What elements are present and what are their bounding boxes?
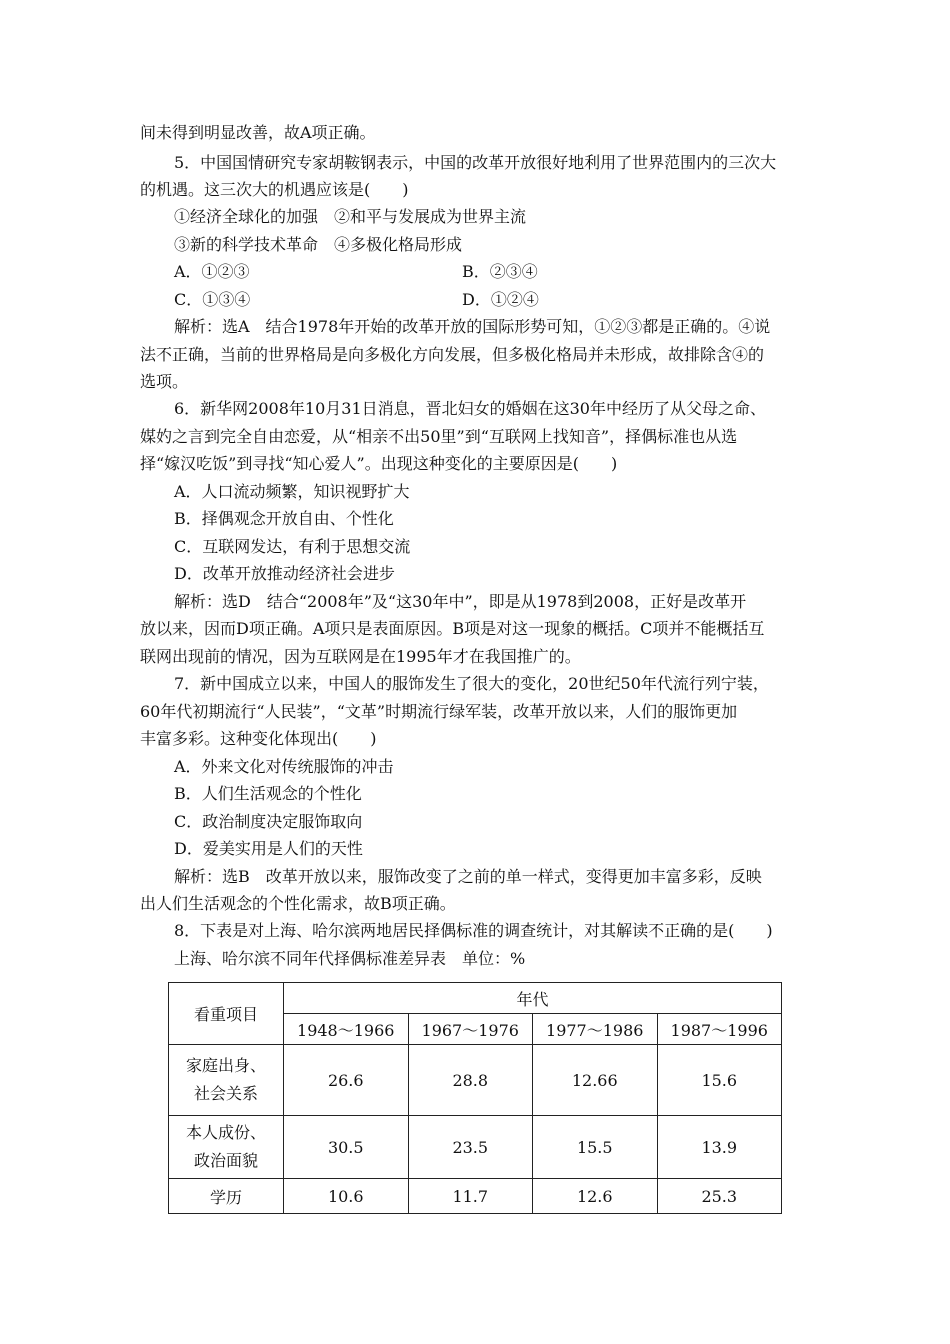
text-line: 法不正确，当前的世界格局是向多极化方向发展，但多极化格局并未形成，故排除含④的: [140, 345, 765, 364]
option-c: C．政治制度决定服饰取向: [174, 812, 363, 831]
table-cell: 12.6: [533, 1179, 658, 1214]
option-a: A．人口流动频繁，知识视野扩大: [174, 482, 410, 501]
row-label-line: 社会关系: [193, 1084, 258, 1103]
option-d: D．改革开放推动经济社会进步: [174, 564, 395, 583]
text-line: 的机遇。这三次大的机遇应该是( ): [140, 180, 409, 199]
statement-line: ①经济全球化的加强 ②和平与发展成为世界主流: [174, 207, 527, 226]
analysis-7: 解析：选B 改革开放以来，服饰改变了之前的单一样式，变得更加丰富多彩，反映: [174, 867, 762, 886]
option-a: A．外来文化对传统服饰的冲击: [174, 757, 394, 776]
row-label-line: 政治面貌: [193, 1151, 258, 1170]
table-cell: 15.6: [657, 1045, 782, 1116]
text-line: 媒妁之言到完全自由恋爱，从“相亲不出50里”到“互联网上找知音”，择偶标准也从选: [140, 427, 738, 446]
header-period: 1977～1986: [533, 1014, 658, 1045]
text-line: 丰富多彩。这种变化体现出( ): [140, 729, 377, 748]
table-cell: 10.6: [284, 1179, 409, 1214]
text-line: 出人们生活观念的个性化需求，故B项正确。: [140, 894, 456, 913]
survey-table: [168, 982, 782, 1214]
option-d: D．爱美实用是人们的天性: [174, 839, 363, 858]
header-period: 1948～1966: [284, 1014, 409, 1045]
option-c: C．互联网发达，有利于思想交流: [174, 537, 411, 556]
table-cell: 12.66: [533, 1045, 658, 1116]
table-cell: 25.3: [657, 1179, 782, 1214]
option-d: D．①②④: [462, 290, 539, 309]
header-period: 1987～1996: [657, 1014, 782, 1045]
table-row: [169, 1179, 782, 1214]
text-line: 联网出现前的情况，因为互联网是在1995年才在我国推广的。: [140, 647, 581, 666]
table-row: [169, 1045, 782, 1116]
text-line: 择“嫁汉吃饭”到寻找“知心爱人”。出现这种变化的主要原因是( ): [140, 454, 618, 473]
header-item: 看重项目: [169, 983, 284, 1045]
text-line: 选项。: [140, 372, 189, 391]
text-line: 放以来，因而D项正确。A项只是表面原因。B项是对这一现象的概括。C项并不能概括互: [140, 619, 765, 638]
option-a: A．①②③: [174, 262, 250, 281]
text-line: 间未得到明显改善，故A项正确。: [140, 123, 376, 142]
analysis-6: 解析：选D 结合“2008年”及“这30年中”，即是从1978到2008，正好是改革开: [174, 592, 747, 611]
table-cell: 15.5: [533, 1116, 658, 1179]
option-b: B．择偶观念开放自由、个性化: [174, 509, 394, 528]
table-cell: 13.9: [657, 1116, 782, 1179]
question-5-stem: 5．中国国情研究专家胡鞍钢表示，中国的改革开放很好地利用了世界范围内的三次大: [174, 153, 777, 172]
table-cell: 23.5: [408, 1116, 533, 1179]
question-7-stem: 7．新中国成立以来，中国人的服饰发生了很大的变化，20世纪50年代流行列宁装，: [174, 674, 769, 693]
table-cell: 30.5: [284, 1116, 409, 1179]
text-line: 60年代初期流行“人民装”，“文革”时期流行绿军装，改革开放以来，人们的服饰更加: [140, 702, 738, 721]
header-period: 1967～1976: [408, 1014, 533, 1045]
table-cell: 26.6: [284, 1045, 409, 1116]
table-cell: 11.7: [408, 1179, 533, 1214]
row-label: [169, 1045, 284, 1116]
option-c: C．①③④: [174, 290, 251, 309]
table-cell: 28.8: [408, 1045, 533, 1116]
header-era: 年代: [284, 983, 782, 1014]
row-label-line: 家庭出身、: [185, 1056, 266, 1075]
option-b: B．人们生活观念的个性化: [174, 784, 362, 803]
row-label-line: 本人成份、: [185, 1123, 266, 1142]
table-caption: 上海、哈尔滨不同年代择偶标准差异表 单位：%: [174, 949, 526, 968]
question-8-stem: 8．下表是对上海、哈尔滨两地居民择偶标准的调查统计，对其解读不正确的是( ): [174, 921, 773, 940]
row-label: 学历: [169, 1179, 284, 1214]
row-label: [169, 1116, 284, 1179]
question-6-stem: 6．新华网2008年10月31日消息，晋北妇女的婚姻在这30年中经历了从父母之命、: [174, 399, 766, 418]
table-row: [169, 1116, 782, 1179]
statement-line: ③新的科学技术革命 ④多极化格局形成: [174, 235, 463, 254]
analysis-5: 解析：选A 结合1978年开始的改革开放的国际形势可知，①②③都是正确的。④说: [174, 317, 771, 336]
option-b: B．②③④: [462, 262, 538, 281]
